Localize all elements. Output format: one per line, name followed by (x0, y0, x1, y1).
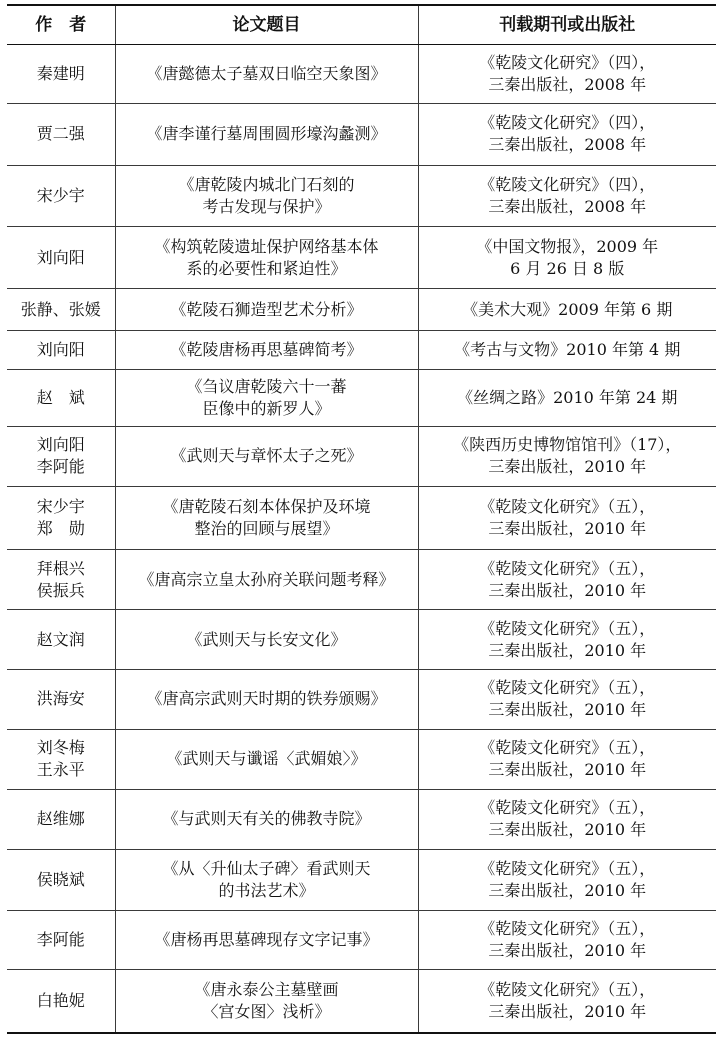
publication-line: 《乾陵文化研究》（五）， (479, 558, 656, 578)
author-line: 贾二强 (36, 124, 85, 144)
publication-line: 《丝绸之路》2010 年第 24 期 (457, 387, 678, 407)
title-line: 《唐杨再思墓碑现存文字记事》 (154, 930, 379, 949)
author-cell (7, 426, 115, 487)
author-cell (7, 969, 115, 1033)
author-line: 刘向阳 (36, 247, 85, 267)
publication-cell (418, 370, 716, 427)
author-cell (7, 669, 115, 729)
title-cell (115, 849, 418, 911)
publication-line: 三秦出版社，2010 年 (488, 760, 647, 780)
title-cell (115, 289, 418, 330)
title-cell (115, 103, 418, 166)
author-line: 李阿能 (36, 930, 85, 949)
title-cell (115, 330, 418, 369)
title-line: 《从〈升仙太子碑〉看武则天 (162, 858, 371, 878)
author-cell (7, 330, 115, 369)
header-title: 论文题目 (115, 5, 418, 45)
table-row (7, 911, 716, 970)
publication-line: 《美术大观》2009 年第 6 期 (462, 299, 673, 319)
publication-cell (418, 45, 716, 104)
publication-cell (418, 549, 716, 610)
title-line: 《武则天与谶谣〈武媚娘〉》 (166, 749, 367, 769)
author-line: 郑 勋 (36, 519, 85, 538)
table-header-row (7, 5, 716, 45)
title-line: 《唐懿德太子墓双日临空天象图》 (146, 63, 387, 83)
publication-cell (418, 849, 716, 911)
author-cell (7, 289, 115, 330)
publication-cell (418, 729, 716, 790)
author-line: 王永平 (36, 760, 85, 780)
author-line: 刘向阳 (36, 339, 85, 359)
title-cell (115, 370, 418, 427)
author-line: 宋少宇 (36, 185, 85, 205)
author-line: 赵维娜 (36, 809, 85, 829)
title-cell (115, 790, 418, 850)
title-line: 整治的回顾与展望》 (194, 519, 339, 538)
table-row (7, 549, 716, 610)
table-row (7, 289, 716, 330)
title-cell (115, 166, 418, 227)
title-cell (115, 45, 418, 104)
publication-cell (418, 969, 716, 1033)
author-line: 拜根兴 (36, 558, 85, 578)
table-row (7, 969, 716, 1033)
title-cell (115, 487, 418, 550)
author-cell (7, 911, 115, 970)
publication-cell (418, 289, 716, 330)
author-cell (7, 549, 115, 610)
author-line: 张静、张媛 (20, 299, 101, 319)
publication-line: 三秦出版社，2008 年 (488, 135, 647, 155)
publication-cell (418, 226, 716, 289)
publication-line: 三秦出版社，2010 年 (488, 941, 647, 960)
author-line: 宋少宇 (36, 497, 85, 516)
title-line: 考古发现与保护》 (202, 196, 331, 216)
title-cell (115, 969, 418, 1033)
publication-cell (418, 669, 716, 729)
title-line: 《武则天与章怀太子之死》 (170, 446, 363, 466)
author-line: 侯振兵 (36, 580, 85, 600)
publication-line: 《乾陵文化研究》（五）， (479, 678, 656, 698)
author-line: 侯晓斌 (36, 869, 85, 889)
publication-line: 《乾陵文化研究》（五）， (479, 858, 656, 878)
publication-line: 三秦出版社，2010 年 (488, 580, 647, 600)
author-cell (7, 166, 115, 227)
table-row (7, 849, 716, 911)
papers-table (7, 4, 716, 1034)
title-line: 《唐高宗立皇太孙府关联问题考释》 (138, 569, 395, 589)
publication-cell (418, 610, 716, 670)
header-publication: 刊载期刊或出版社 (418, 5, 716, 45)
title-line: 《唐乾陵石刻本体保护及环境 (162, 497, 371, 516)
publication-line: 《乾陵文化研究》（五）， (479, 618, 656, 638)
author-cell (7, 790, 115, 850)
author-cell (7, 487, 115, 550)
author-line: 赵文润 (36, 629, 85, 649)
publication-line: 三秦出版社，2010 年 (488, 519, 647, 538)
publication-line: 《乾陵文化研究》（四）， (479, 52, 656, 72)
publication-line: 三秦出版社，2010 年 (488, 700, 647, 720)
title-line: 《构筑乾陵遗址保护网络基本体 (154, 236, 379, 256)
author-line: 白艳妮 (36, 990, 85, 1010)
table-row (7, 330, 716, 369)
publication-line: 《乾陵文化研究》（四）， (479, 174, 656, 194)
publication-line: 三秦出版社，2010 年 (488, 880, 647, 900)
title-line: 《唐高宗武则天时期的铁券颁赐》 (146, 689, 387, 709)
publication-line: 《乾陵文化研究》（五）， (479, 979, 656, 999)
author-line: 秦建明 (36, 63, 85, 83)
author-cell (7, 610, 115, 670)
publication-cell (418, 790, 716, 850)
author-cell (7, 729, 115, 790)
author-cell (7, 45, 115, 104)
table-row (7, 166, 716, 227)
table-row (7, 790, 716, 850)
title-line: 《刍议唐乾陵六十一蕃 (186, 376, 347, 396)
title-cell (115, 911, 418, 970)
table-row (7, 610, 716, 670)
publication-cell (418, 330, 716, 369)
title-cell (115, 426, 418, 487)
author-cell (7, 849, 115, 911)
title-line: 《武则天与长安文化》 (186, 629, 347, 649)
publication-line: 《中国文物报》，2009 年 (476, 236, 659, 256)
title-line: 《与武则天有关的佛教寺院》 (162, 809, 371, 829)
table-row (7, 370, 716, 427)
title-line: 的书法艺术》 (218, 880, 315, 900)
publication-line: 三秦出版社，2008 年 (488, 196, 647, 216)
publication-line: 三秦出版社，2010 年 (488, 640, 647, 660)
author-line: 洪海安 (36, 689, 85, 709)
publication-cell (418, 911, 716, 970)
author-line: 刘向阳 (36, 435, 85, 455)
publication-cell (418, 103, 716, 166)
author-line: 赵 斌 (36, 387, 85, 407)
title-line: 系的必要性和紧迫性》 (186, 258, 347, 278)
table-row (7, 487, 716, 550)
title-line: 臣像中的新罗人》 (202, 398, 331, 418)
publication-line: 三秦出版社，2008 年 (488, 74, 647, 94)
author-line: 刘冬梅 (36, 738, 85, 758)
publication-line: 《乾陵文化研究》（五）， (479, 497, 656, 516)
title-cell (115, 729, 418, 790)
publication-line: 三秦出版社，2010 年 (488, 1001, 647, 1021)
publication-line: 《乾陵文化研究》（五）， (479, 919, 656, 938)
publication-line: 三秦出版社，2010 年 (488, 820, 647, 840)
table-row (7, 669, 716, 729)
title-cell (115, 549, 418, 610)
table-row (7, 426, 716, 487)
header-author: 作 者 (7, 5, 115, 45)
publication-line: 《乾陵文化研究》（五）， (479, 798, 656, 818)
author-line: 李阿能 (36, 457, 85, 477)
title-line: 〈宫女图〉浅析》 (202, 1001, 331, 1021)
publication-cell (418, 426, 716, 487)
title-line: 《乾陵石狮造型艺术分析》 (170, 299, 363, 319)
title-cell (115, 669, 418, 729)
table-row (7, 226, 716, 289)
title-line: 《唐乾陵内城北门石刻的 (178, 174, 355, 194)
author-cell (7, 370, 115, 427)
table-row (7, 103, 716, 166)
publication-line: 三秦出版社，2010 年 (488, 457, 647, 477)
publication-line: 《陕西历史博物馆馆刊》（17）， (453, 435, 682, 455)
title-line: 《乾陵唐杨再思墓碑简考》 (170, 339, 363, 359)
title-line: 《唐永泰公主墓壁画 (194, 979, 339, 999)
author-cell (7, 103, 115, 166)
publication-cell (418, 166, 716, 227)
table-row (7, 45, 716, 104)
publication-cell (418, 487, 716, 550)
author-cell (7, 226, 115, 289)
title-cell (115, 226, 418, 289)
table-row (7, 729, 716, 790)
publication-line: 《考古与文物》2010 年第 4 期 (454, 339, 681, 359)
title-line: 《唐李谨行墓周围圆形壕沟蠡测》 (146, 124, 387, 144)
publication-line: 6 月 26 日 8 版 (510, 258, 625, 278)
title-cell (115, 610, 418, 670)
publication-line: 《乾陵文化研究》（五）， (479, 738, 656, 758)
publication-line: 《乾陵文化研究》（四）， (479, 113, 656, 133)
